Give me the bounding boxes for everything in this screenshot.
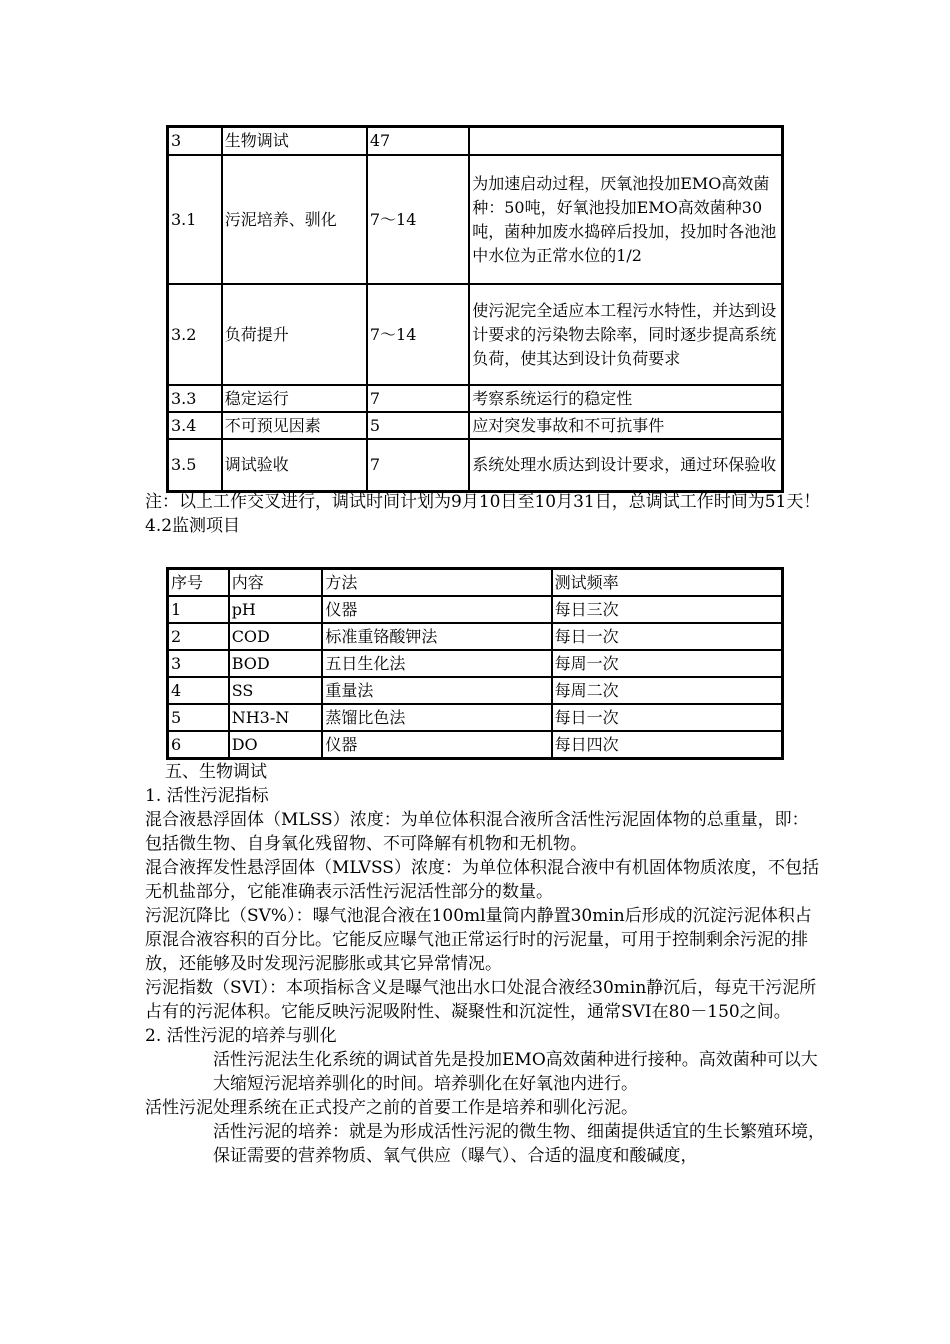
cell: 5 [168,704,229,731]
subsection-title: 2. 活性污泥的培养与驯化 [145,1026,337,1046]
cell: 6 [168,731,229,758]
row-days: 7～14 [367,284,469,385]
cell: 每日四次 [552,731,782,758]
row-note: 系统处理水质达到设计要求，通过环保验收 [469,439,782,491]
schedule-table [166,125,784,493]
row-note: 为加速启动过程，厌氧池投加EMO高效菌种：50吨，好氧池投加EMO高效菌种30吨，菌种加废水捣碎后投加，投加时各池池中水位为正常水位的1/2 [469,155,782,284]
cell: 每日一次 [552,623,782,650]
row-item: 生物调试 [222,127,367,155]
row-note [469,127,782,155]
header-cell: 测试频率 [552,569,782,596]
row-item: 稳定运行 [222,385,367,412]
table-row [168,623,782,650]
row-number: 3.5 [168,439,222,491]
table-row [168,650,782,677]
cell: COD [229,623,323,650]
row-days: 7 [367,385,469,412]
paragraph-first: 活性污泥处理系统在正式投产之前的首要工作是培养和驯化污泥。 [145,1098,638,1118]
row-note: 考察系统运行的稳定性 [469,385,782,412]
table-row [168,127,782,155]
cell: pH [229,596,323,623]
row-days: 7 [367,439,469,491]
body-text [145,760,825,1168]
cell: 每周二次 [552,677,782,704]
cell: 4 [168,677,229,704]
cell: SS [229,677,323,704]
cell: 标准重铬酸钾法 [322,623,551,650]
row-item: 不可预见因素 [222,412,367,439]
note-text: 注：以上工作交叉进行，调试时间计划为9月10日至10月31日，总调试工作时间为51天！ [145,492,821,512]
cell: 重量法 [322,677,551,704]
row-days: 7～14 [367,155,469,284]
cell: 2 [168,623,229,650]
header-cell: 方法 [322,569,551,596]
paragraph-svi: 污泥指数（SVI）：本项指标含义是曝气池出水口处混合液经30min静沉后，每克干污泥所占有的污泥体积。它能反映污泥吸附性、凝聚性和沉淀性，通常SVI在80－150之间。 [145,978,817,1022]
row-item: 负荷提升 [222,284,367,385]
cell: 仪器 [322,596,551,623]
cell: 每周一次 [552,650,782,677]
paragraph-mlss: 混合液悬浮固体（MLSS）浓度：为单位体积混合液所含活性污泥固体物的总重量，即：包括微生物、自身氧化残留物、不可降解有机物和无机物。 [145,810,809,854]
row-item: 调试验收 [222,439,367,491]
cell: 每日一次 [552,704,782,731]
paragraph-sv: 污泥沉降比（SV%）：曝气池混合液在100ml量筒内静置30min后形成的沉淀污泥体积占原混合液容积的百分比。它能反应曝气池正常运行时的污泥量，可用于控制剩余污泥的排放，还能够及时发现污泥膨胀或其它异常情况。 [145,906,812,974]
row-item: 污泥培养、驯化 [222,155,367,284]
row-note: 应对突发事故和不可抗事件 [469,412,782,439]
table-row [168,731,782,758]
table-row [168,596,782,623]
row-number: 3.2 [168,284,222,385]
header-cell: 内容 [229,569,323,596]
table-row [168,284,782,385]
table-row [168,385,782,412]
row-number: 3 [168,127,222,155]
row-note: 使污泥完全适应本工程污水特性，并达到设计要求的污染物去除率，同时逐步提高系统负荷，使其达到设计负荷要求 [469,284,782,385]
subsection-title: 1. 活性污泥指标 [145,786,269,806]
row-number: 3.4 [168,412,222,439]
cell: 1 [168,596,229,623]
cell: DO [229,731,323,758]
table-row [168,677,782,704]
cell: 五日生化法 [322,650,551,677]
table-row [168,439,782,491]
cell: NH3-N [229,704,323,731]
row-number: 3.1 [168,155,222,284]
row-days: 5 [367,412,469,439]
paragraph-seed: 活性污泥法生化系统的调试首先是投加EMO高效菌种进行接种。高效菌种可以大大缩短污泥培养驯化的时间。培养驯化在好氧池内进行。 [213,1050,818,1094]
table-header-row [168,569,782,596]
row-days: 47 [367,127,469,155]
paragraph-mlvss: 混合液挥发性悬浮固体（MLVSS）浓度：为单位体积混合液中有机固体物质浓度，不包括无机盐部分，它能准确表示活性污泥活性部分的数量。 [145,858,819,902]
cell: 仪器 [322,731,551,758]
section-title: 五、生物调试 [165,762,267,782]
paragraph-culture: 活性污泥的培养：就是为形成活性污泥的微生物、细菌提供适宜的生长繁殖环境，保证需要的营养物质、氧气供应（曝气）、合适的温度和酸碱度， [213,1122,825,1166]
monitor-table [166,567,784,760]
table-row [168,704,782,731]
header-cell: 序号 [168,569,229,596]
cell: BOD [229,650,323,677]
cell: 蒸馏比色法 [322,704,551,731]
cell: 3 [168,650,229,677]
monitor-heading: 4.2监测项目 [145,516,241,536]
schedule-note [145,490,825,538]
row-number: 3.3 [168,385,222,412]
table-row [168,412,782,439]
table-row [168,155,782,284]
cell: 每日三次 [552,596,782,623]
